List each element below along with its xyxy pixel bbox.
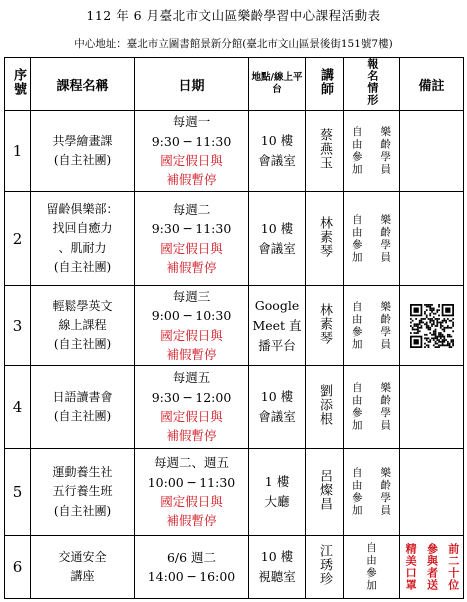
text-line: 10 樓 (260, 133, 294, 148)
course-place (249, 536, 306, 599)
text-line: 播平台 (258, 337, 296, 353)
text-line: (自主社團) (53, 503, 112, 518)
text-line: 留齡俱樂部： (46, 202, 119, 217)
text-line: Google (254, 297, 300, 313)
header-note: 備註 (400, 58, 464, 111)
status-text: 樂齡學員 (379, 467, 392, 517)
text-line: 國定假日與 (160, 153, 223, 168)
text-line: 國定假日與 (160, 494, 223, 509)
header-teacher: 講師 (306, 58, 344, 111)
text-line: 14:00 ─ 16:00 (147, 569, 236, 584)
remark (400, 286, 464, 366)
status-columns (344, 467, 399, 517)
table-row (5, 449, 464, 536)
header-row (5, 58, 464, 111)
course-name (31, 111, 135, 192)
text-line: 10:00 ─ 11:30 (147, 474, 236, 490)
header-seq: 序號 (5, 58, 31, 111)
text-line: Meet 直 (252, 317, 302, 333)
qr-code-icon (410, 304, 454, 348)
status-columns (344, 301, 399, 351)
text-line: 每週三 (172, 288, 211, 304)
text-line: 大廳 (264, 494, 290, 509)
registration-status (344, 111, 400, 192)
course-date (135, 536, 249, 599)
course-name (31, 536, 135, 599)
table-row (5, 192, 464, 286)
text-line: 每週二 (172, 201, 211, 217)
text-line: (自主社團) (53, 337, 112, 352)
text-line: 6/6 週二 (166, 549, 217, 565)
text-line: 9:00 ─ 10:30 (151, 308, 232, 324)
course-date (135, 449, 249, 536)
course-date (135, 111, 249, 192)
table-row (5, 366, 464, 449)
row-number: 5 (5, 449, 31, 536)
table-row (5, 536, 464, 599)
status-text: 自由參加 (350, 126, 363, 176)
row-number: 3 (5, 286, 31, 366)
course-name (31, 192, 135, 286)
registration-status (344, 536, 400, 599)
teacher-text: 蔡燕玉 (317, 128, 332, 170)
course-place (249, 192, 306, 286)
text-line: 視聽室 (258, 569, 296, 584)
course-place (249, 449, 306, 536)
text-line: 9:30 ─ 11:30 (151, 221, 232, 237)
teacher-text: 林素琴 (317, 215, 332, 258)
text-line: 、肌耐力 (58, 240, 107, 255)
text-line: 共學繪畫課 (52, 133, 113, 148)
course-date (135, 192, 249, 286)
status-columns (344, 542, 399, 592)
status-text: 自由參加 (350, 213, 363, 264)
text-line: 五行養生班 (52, 484, 113, 499)
text-line: 1 樓 (264, 474, 290, 489)
text-line: 會議室 (258, 240, 296, 256)
course-date (135, 366, 249, 449)
row-number: 4 (5, 366, 31, 449)
teacher-name (306, 286, 344, 366)
remark (400, 366, 464, 449)
text-line: 會議室 (258, 409, 296, 424)
text-line: 補假暫停 (166, 259, 217, 275)
course-place (249, 111, 306, 192)
text-line: 講座 (70, 569, 95, 583)
remark (400, 536, 464, 599)
teacher-name (306, 449, 344, 536)
remark (400, 111, 464, 192)
text-line: 線上課程 (58, 317, 107, 332)
status-text: 樂齡學員 (379, 300, 392, 351)
header-date: 日期 (135, 58, 249, 111)
status-text: 自由參加 (350, 300, 363, 351)
status-columns (344, 382, 399, 432)
status-text: 樂齡學員 (379, 382, 392, 432)
teacher-name (306, 192, 344, 286)
teacher-text: 江琇珍 (317, 544, 332, 586)
course-date (135, 286, 249, 366)
text-line: 10 樓 (260, 549, 294, 564)
registration-status (344, 449, 400, 536)
teacher-name (306, 536, 344, 599)
header-place: 地點/線上平台 (249, 58, 306, 111)
text-line: (自主社團) (53, 409, 112, 423)
table-row (5, 286, 464, 366)
text-line: 輕鬆學英文 (52, 298, 113, 313)
text-line: 找回自癒力 (52, 221, 113, 236)
registration-status (344, 192, 400, 286)
remark-text: 參與者送 (425, 543, 439, 591)
text-line: 國定假日與 (160, 409, 223, 424)
text-line: 會議室 (258, 153, 296, 168)
text-line: 每週二、週五 (153, 455, 229, 471)
course-name (31, 286, 135, 366)
course-place (249, 366, 306, 449)
text-line: 補假暫停 (166, 428, 217, 444)
text-line: (自主社團) (53, 153, 112, 167)
course-name (31, 366, 135, 449)
status-text: 樂齡學員 (379, 213, 392, 264)
text-line: 日語讀書會 (52, 389, 113, 404)
schedule-table (4, 57, 464, 599)
teacher-text: 劉添根 (317, 384, 332, 426)
teacher-name (306, 111, 344, 192)
remark (400, 449, 464, 536)
header-course: 課程名稱 (31, 58, 135, 111)
table-row (5, 111, 464, 192)
remark-columns (400, 543, 463, 591)
row-number: 6 (5, 536, 31, 599)
text-line: 國定假日與 (160, 240, 223, 256)
remark-text: 前二十位 (446, 543, 460, 591)
course-place (249, 286, 306, 366)
text-line: 每週五 (172, 370, 211, 386)
registration-status (344, 366, 400, 449)
status-text: 自由參加 (350, 382, 363, 432)
remark (400, 192, 464, 286)
text-line: 10 樓 (260, 389, 294, 404)
text-line: 國定假日與 (160, 327, 223, 343)
text-line: 補假暫停 (166, 513, 217, 529)
text-line: 補假暫停 (166, 346, 217, 362)
text-line: (自主社團) (53, 259, 112, 274)
text-line: 每週一 (172, 114, 211, 130)
text-line: 交通安全 (58, 549, 107, 564)
text-line: 9:30 ─ 12:00 (151, 389, 232, 405)
status-text: 自由參加 (350, 467, 363, 517)
row-number: 2 (5, 192, 31, 286)
page-title: 112 年 6 月臺北市文山區樂齡學習中心課程活動表 (86, 8, 381, 23)
status-columns (344, 126, 399, 176)
status-columns (344, 214, 399, 264)
teacher-text: 呂燦昌 (317, 469, 332, 511)
text-line: 運動養生社 (52, 465, 113, 480)
teacher-text: 林素琴 (317, 302, 332, 345)
remark-text: 精美口罩 (404, 543, 418, 591)
status-text: 自由參加 (365, 542, 377, 592)
text-line: 9:30 ─ 11:30 (151, 133, 232, 149)
center-address: 中心地址：臺北市立圖書館景新分館(臺北市文山區景後街151號7樓) (74, 38, 393, 50)
course-name (31, 449, 135, 536)
header-status: 報名情形 (344, 58, 400, 111)
row-number: 1 (5, 111, 31, 192)
teacher-name (306, 366, 344, 449)
registration-status (344, 286, 400, 366)
text-line: 10 樓 (260, 220, 294, 236)
text-line: 補假暫停 (166, 172, 217, 188)
status-text: 樂齡學員 (379, 126, 392, 176)
